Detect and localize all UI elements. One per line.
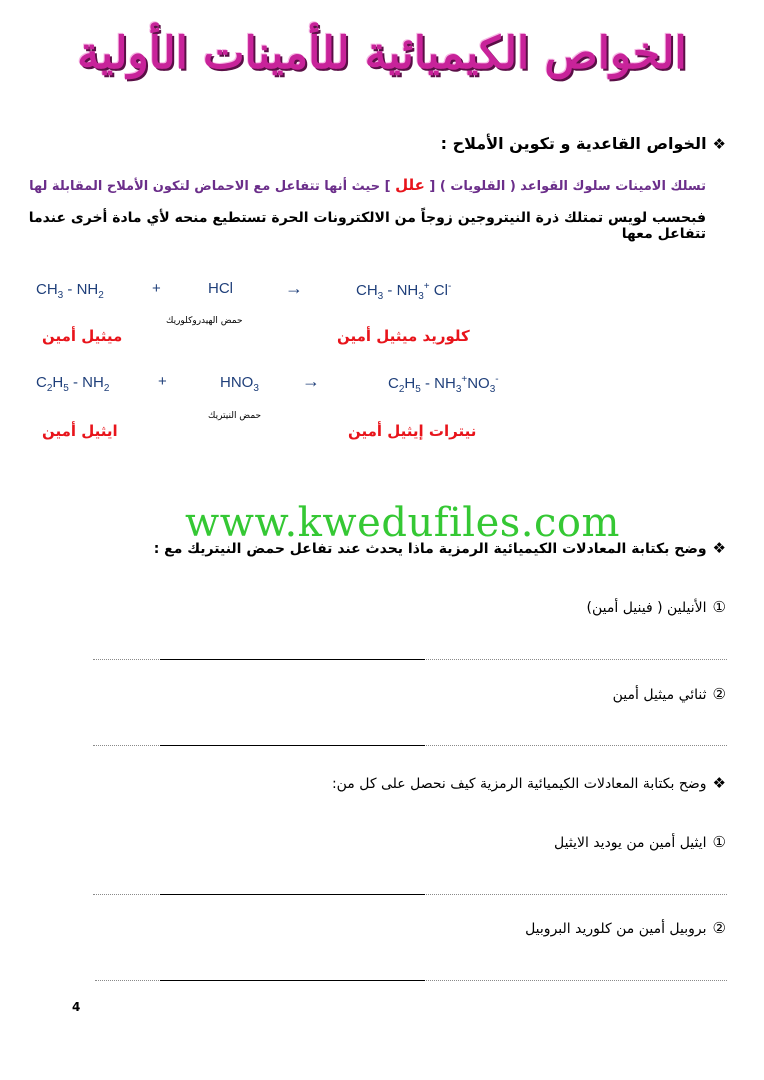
item-text: ثنائي ميثيل أمين <box>612 687 707 703</box>
basicity-text-b: حيث أنها تتفاعل مع الاحماض لتكون الأملاح المقابلة لها <box>29 179 381 194</box>
section-heading <box>26 134 726 153</box>
reaction1-plus: + <box>152 280 161 297</box>
reaction2-acid-name: حمض النيتريك <box>208 411 262 421</box>
answer-line-solid <box>160 894 425 895</box>
diamond-bullet-icon: ❖ <box>712 539 726 557</box>
reaction1-reactant-name: ميثيل أمين <box>42 327 123 345</box>
watermark: www.kwedufiles.com <box>185 500 620 546</box>
page-number: 4 <box>72 1000 81 1014</box>
reaction2-product: $C_2H_5 - NH_3^+NO_3^-$ <box>388 374 499 395</box>
reaction2-reactant-name: ايثيل أمين <box>42 422 118 440</box>
item-text: بروبيل أمين من كلوريد البروبيل <box>525 921 707 937</box>
page-title: الخواص الكيميائية للأمينات الأولية <box>77 28 687 79</box>
question1-item-2 <box>126 685 726 703</box>
reaction1-arrow: → <box>285 278 303 298</box>
reaction2-plus: + <box>158 373 167 390</box>
question2-text: وضح بكتابة المعادلات الكيميائية الرمزية كيف نحصل على كل من: <box>331 776 707 792</box>
explain-label: علل <box>395 176 425 194</box>
bracket-open: [ <box>429 179 436 194</box>
question2-item-2 <box>126 919 726 937</box>
reaction1-reactant: $CH_3 - NH_2$ <box>36 281 104 301</box>
answer-line-solid <box>160 745 425 746</box>
reaction2-product-name: نيترات إيثيل أمين <box>348 422 477 440</box>
bracket-close: ] <box>384 179 391 194</box>
circled-number-icon: ② <box>712 919 726 937</box>
basicity-text-a: تسلك الامينات سلوك القواعد ( القلويات ) <box>439 179 706 194</box>
question2-item-1 <box>126 833 726 851</box>
item-text: الأنيلين ( فينيل أمين) <box>586 600 707 616</box>
circled-number-icon: ② <box>712 685 726 703</box>
reaction2-acid: $HNO_3$ <box>220 374 259 394</box>
question1-item-1 <box>126 598 726 616</box>
question2-heading <box>26 774 726 792</box>
lewis-line: فبحسب لويس تمتلك ذرة النيتروجين زوجاً من الالكترونات الحرة تستطيع منحه لأي مادة أخرى عندما تتفاعل معها <box>28 210 706 242</box>
reaction2-arrow: → <box>302 371 320 391</box>
question1-text: وضح بكتابة المعادلات الكيميائية الرمزية ماذا يحدث عند تفاعل حمض النيتريك مع : <box>153 541 707 557</box>
reaction1-acid-name: حمض الهيدروكلوريك <box>166 316 243 326</box>
circled-number-icon: ① <box>712 833 726 851</box>
reaction1-product: $CH_3 - NH_3^+$ Cl- <box>356 281 452 302</box>
diamond-bullet-icon: ❖ <box>712 774 726 792</box>
heading-text: الخواص القاعدية و تكوين الأملاح : <box>440 134 707 153</box>
answer-line-solid <box>160 980 425 981</box>
circled-number-icon: ① <box>712 598 726 616</box>
basicity-line <box>16 176 706 194</box>
item-text: ايثيل أمين من يوديد الايثيل <box>554 835 707 851</box>
reaction1-acid: HCl <box>208 280 233 297</box>
reaction1-product-name: كلوريد ميثيل أمين <box>337 327 470 345</box>
diamond-bullet-icon: ❖ <box>712 135 726 153</box>
answer-line-solid <box>160 659 425 660</box>
reaction2-reactant: $C_2H_5 - NH_2$ <box>36 374 110 394</box>
